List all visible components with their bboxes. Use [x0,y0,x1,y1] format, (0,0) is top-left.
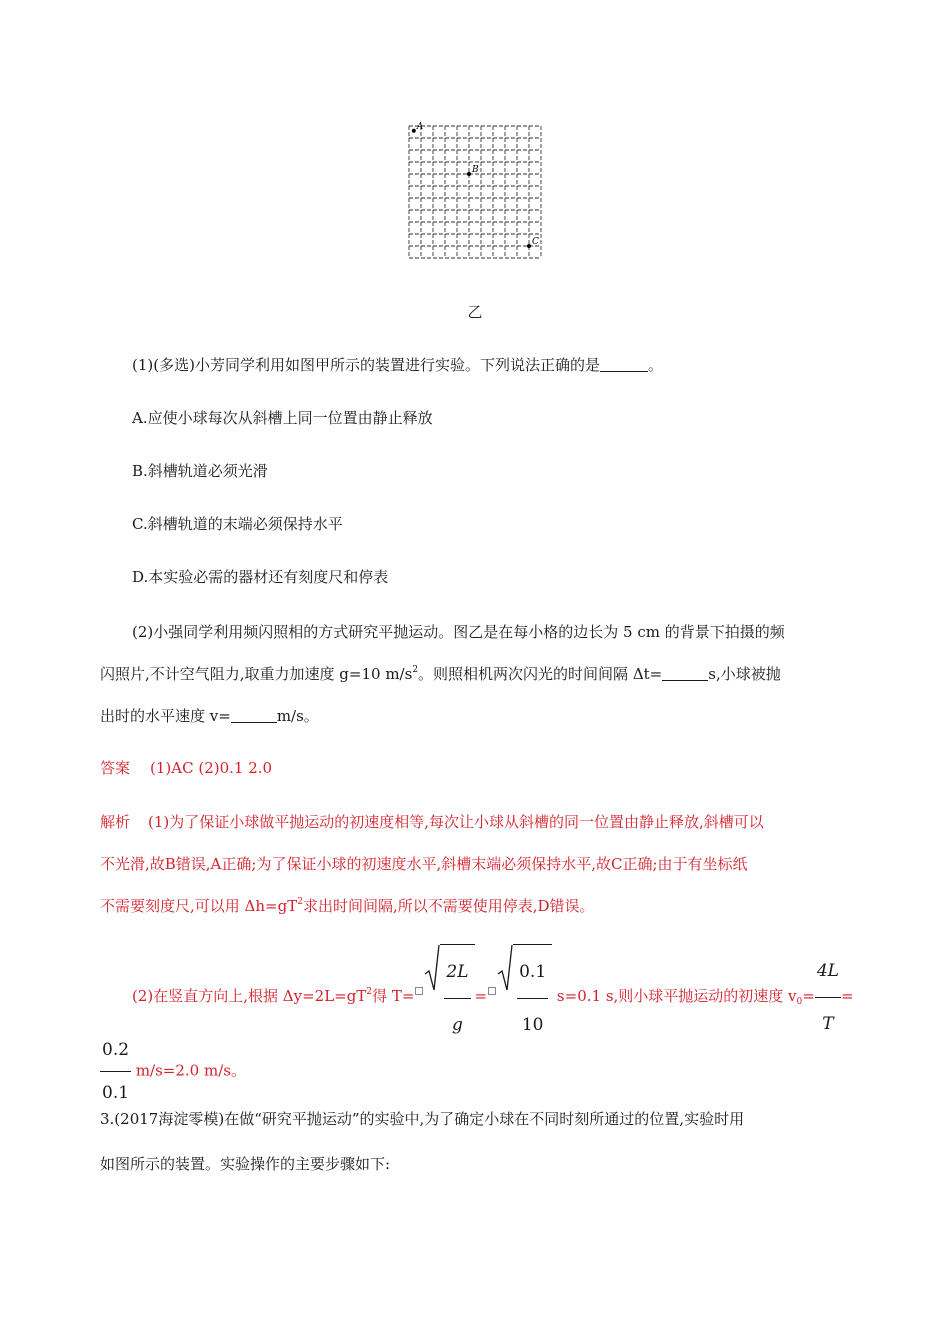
analysis-label: 解析 [100,813,131,831]
q2-time-blank [662,666,708,681]
q2-exponent: 2 [412,665,419,675]
equals-sign: = [474,987,488,1005]
analysis-p2-text-b: 得 T= [372,987,415,1005]
answer-line [100,758,272,778]
ball-point-label-c: C [532,237,539,247]
fraction-4l-over-t: $\frac{4L}{T}$ [815,946,841,1049]
ball-point-a [412,129,416,133]
placeholder-box-icon [488,987,496,995]
q1-stem-text: (1)(多选)小芳同学利用如图甲所示的装置进行实验。下列说法正确的是 [132,356,600,374]
analysis-p2-text-e: = [840,987,854,1005]
analysis-exponent: 2 [297,897,303,907]
analysis-p2-text: (2)在竖直方向上,根据 Δy=2L=gT [132,987,367,1005]
analysis-p2-text-c: s=0.1 s,则小球平抛运动的初速度 v [552,987,797,1005]
q1-option-c: C.斜槽轨道的末端必须保持水平 [132,515,343,533]
background-grid [409,126,541,258]
ball-point-b [467,172,471,176]
q2-line2-text: 闪照片,不计空气阻力,取重力加速度 g=10 m/s [100,665,413,683]
q3-line1: 3.(2017海淀零模)在做“研究平抛运动”的实验中,为了确定小球在不同时刻所通过的位置,实验时用 [100,1110,745,1128]
q2-line2 [100,664,781,684]
answer-label: 答案 [100,759,131,777]
q2-line2-text-c: s,小球被抛 [708,665,781,683]
q2-line2-text-b: 。则照相机两次闪光的时间间隔 Δt= [418,665,663,683]
ball-positions [412,122,539,248]
figure-caption: 乙 [467,303,483,321]
answer-text: (1)AC (2)0.1 2.0 [150,759,273,777]
fraction-2l-over-g: $\frac{2L}{g}$ [444,947,470,1050]
fraction-0.2-over-0.1: $\frac{0.2}{0.1}$ [100,1030,131,1113]
placeholder-box-icon [415,987,423,995]
analysis-line1 [100,812,764,832]
q2-line3-text: 出时的水平速度 v= [100,707,231,725]
q2-line3-text-b: m/s。 [276,707,319,725]
q1-answer-blank [600,357,648,372]
analysis-p1-line3-text: 不需要刻度尺,可以用 Δh=gT [100,897,298,915]
analysis-p1-line1: (1)为了保证小球做平抛运动的初速度相等,每次让小球从斜槽的同一位置由静止释放,斜槽可以 [148,813,764,831]
analysis-p2-text-d: = [802,987,815,1005]
q1-option-a: A.应使小球每次从斜槽上同一位置由静止释放 [132,409,433,427]
analysis-p2-exponent: 2 [366,987,373,997]
analysis-p1-line2: 不光滑,故B错误,A正确;为了保证小球的初速度水平,斜槽末端必须保持水平,故C正确;由于有坐标纸 [100,855,748,873]
ball-point-label-b: B [472,165,479,175]
sqrt-expression-2 [497,944,552,1050]
q1-stem-end: 。 [647,356,663,374]
q2-line1: (2)小强同学利用频闪照相的方式研究平抛运动。图乙是在每小格的边长为 5 cm 的背景下拍摄的频 [132,623,785,641]
analysis-p1-line3 [100,896,595,916]
flash-photo-grid-figure [405,122,545,262]
q2-velocity-blank [231,708,277,723]
analysis-p3-line [100,1030,246,1113]
q2-line3 [100,706,319,726]
analysis-p3-text: m/s=2.0 m/s。 [131,1061,246,1080]
v0-subscript: 0 [796,997,803,1007]
q3-line2: 如图所示的装置。实验操作的主要步骤如下: [100,1155,391,1173]
q1-option-b: B.斜槽轨道必须光滑 [132,462,268,480]
q1-stem [132,355,663,375]
ball-point-label-a: A [416,122,424,132]
fraction-0.1-over-10: $\frac{0.1}{10}$ [517,947,548,1050]
ball-point-c [527,244,531,248]
q1-option-d: D.本实验必需的器材还有刻度尺和停表 [132,568,389,586]
analysis-p1-line3-text-b: 求出时间间隔,所以不需要使用停表,D错误。 [302,897,595,915]
sqrt-expression-1 [424,944,474,1050]
